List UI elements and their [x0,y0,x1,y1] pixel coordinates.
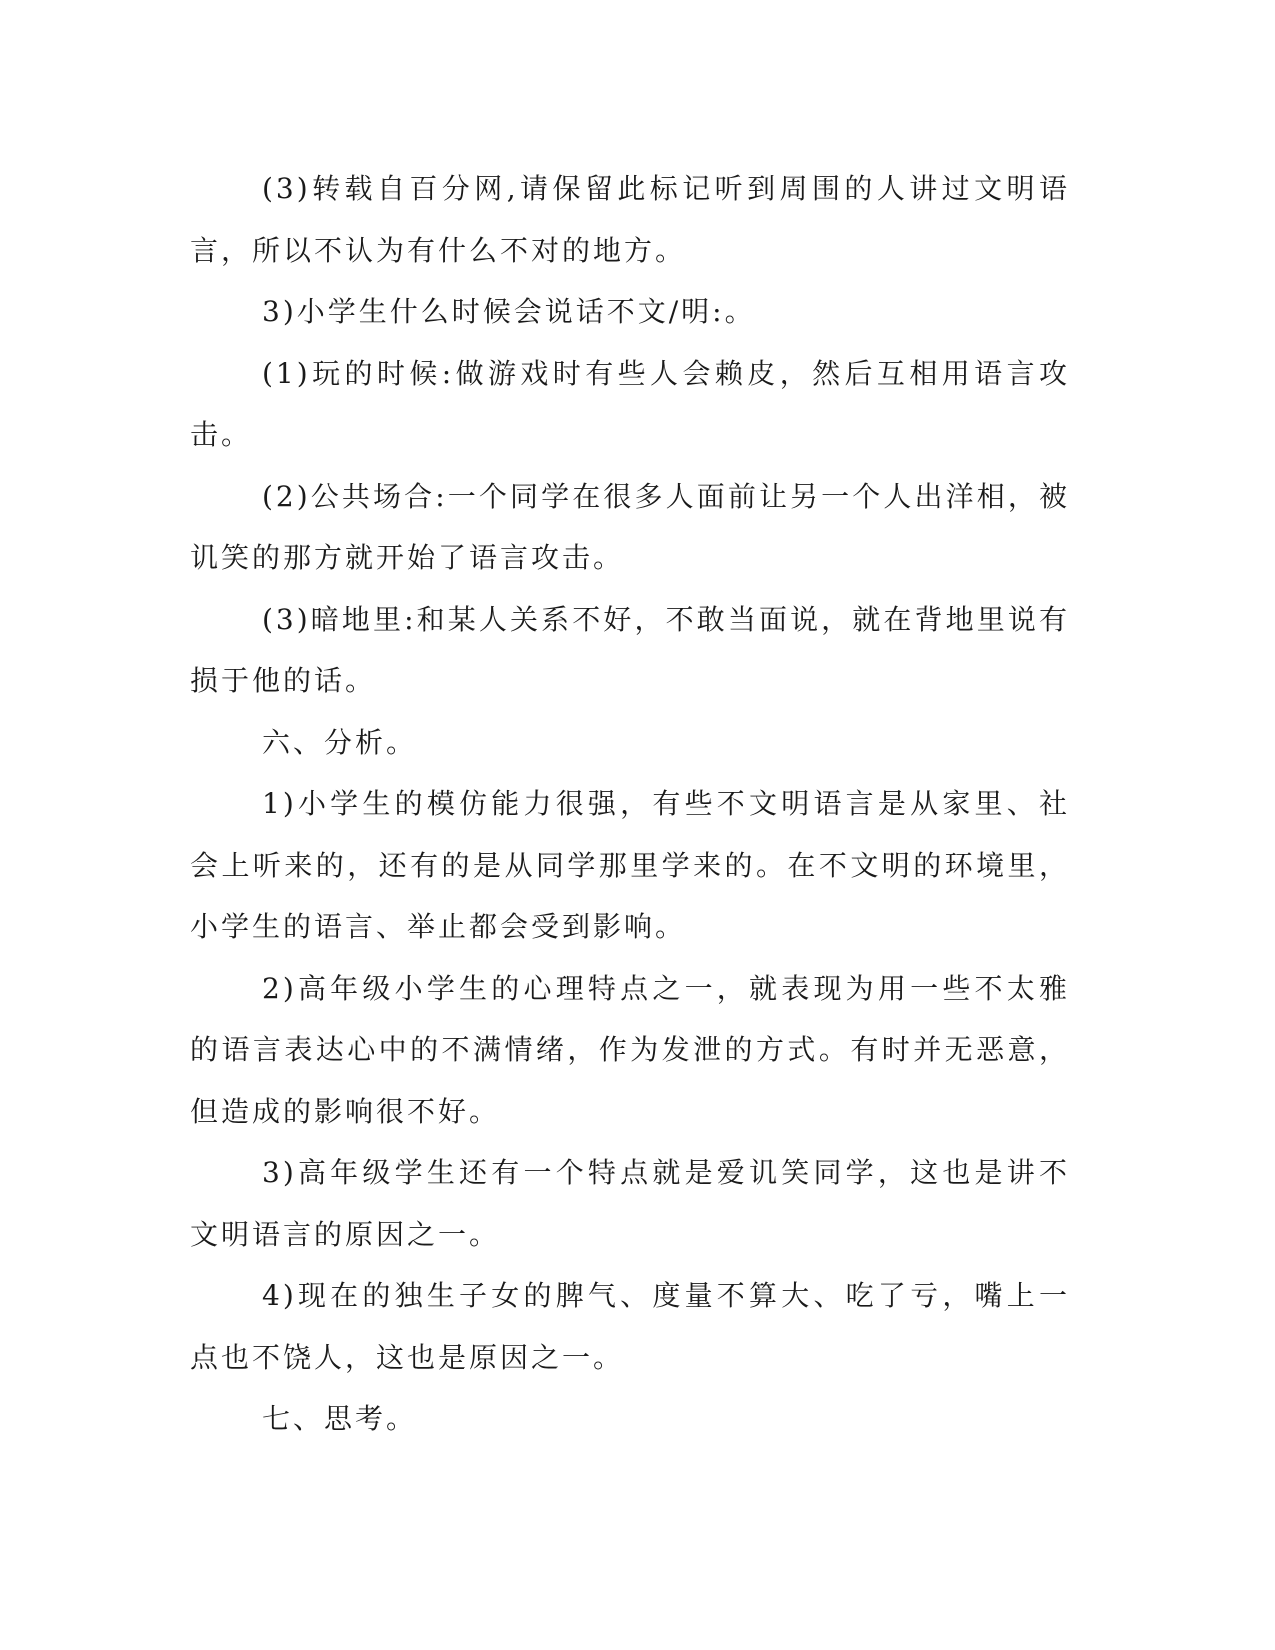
paragraph: (3)转载自百分网,请保留此标记听到周围的人讲过文明语言，所以不认为有什么不对的地方。 [190,172,1070,267]
paragraph: 3)小学生什么时候会说话不文/明:。 [262,295,756,328]
paragraph: (2)公共场合:一个同学在很多人面前让另一个人出洋相，被讥笑的那方就开始了语言攻击。 [190,479,1070,574]
paragraph: 3)高年级学生还有一个特点就是爱讥笑同学，这也是讲不文明语言的原因之一。 [190,1156,1070,1251]
paragraph: (3)暗地里:和某人关系不好，不敢当面说，就在背地里说有损于他的话。 [190,602,1070,697]
document-body [190,158,1070,1450]
section-heading: 七、思考。 [262,1402,418,1435]
paragraph: 2)高年级小学生的心理特点之一，就表现为用一些不太雅的语言表达心中的不满情绪，作为发泄的方式。有时并无恶意，但造成的影响很不好。 [190,971,1070,1128]
paragraph: (1)玩的时候:做游戏时有些人会赖皮，然后互相用语言攻击。 [190,356,1070,451]
paragraph: 4)现在的独生子女的脾气、度量不算大、吃了亏，嘴上一点也不饶人，这也是原因之一。 [190,1279,1070,1374]
paragraph: 1)小学生的模仿能力很强，有些不文明语言是从家里、社会上听来的，还有的是从同学那里学来的。在不文明的环境里，小学生的语言、举止都会受到影响。 [190,787,1070,943]
section-heading: 六、分析。 [262,725,418,759]
